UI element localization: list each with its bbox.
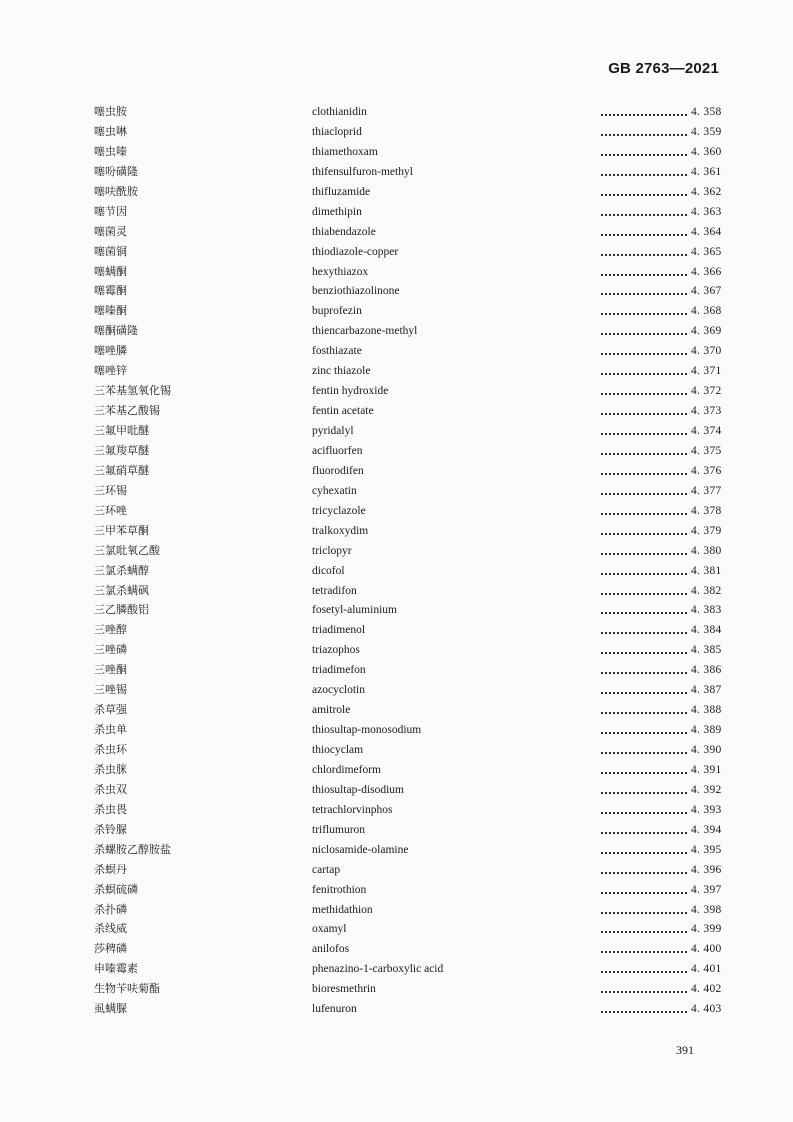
- index-entry: [94, 640, 724, 660]
- chinese-name: 噻节因: [94, 204, 127, 218]
- section-reference: 4. 393: [691, 803, 722, 816]
- english-name: thiamethoxam: [312, 145, 378, 158]
- index-entry: [94, 780, 724, 800]
- index-entry: [94, 541, 724, 561]
- dot-leader: [601, 812, 687, 814]
- dot-leader: [601, 792, 687, 794]
- english-name: tricyclazole: [312, 504, 366, 517]
- dot-leader: [601, 991, 687, 993]
- chinese-name: 杀螺胺乙醇胺盐: [94, 842, 171, 856]
- chinese-name: 噻螨酮: [94, 264, 127, 278]
- dot-leader: [601, 732, 687, 734]
- section-reference: 4. 360: [691, 145, 722, 158]
- chinese-name: 杀线威: [94, 922, 127, 936]
- section-reference: 4. 389: [691, 724, 722, 737]
- index-entry: [94, 142, 724, 162]
- chinese-name: 杀螟硫磷: [94, 882, 138, 896]
- english-name: azocyclotin: [312, 684, 366, 697]
- chinese-name: 噻虫啉: [94, 124, 127, 138]
- english-name: pyridalyl: [312, 425, 354, 437]
- index-entry: [94, 959, 724, 979]
- chinese-name: 三氯杀螨醇: [94, 563, 149, 577]
- index-entry: [94, 182, 724, 202]
- english-name: amitrole: [312, 704, 351, 717]
- index-entry: [94, 561, 724, 581]
- english-name: cartap: [312, 863, 341, 876]
- dot-leader: [601, 413, 687, 415]
- chinese-name: 杀虫双: [94, 782, 127, 796]
- english-name: oxamyl: [312, 923, 347, 936]
- dot-leader: [601, 134, 687, 136]
- chinese-name: 噻唑锌: [94, 364, 127, 378]
- dot-leader: [601, 553, 687, 555]
- section-reference: 4. 361: [691, 165, 722, 178]
- section-reference: 4. 367: [691, 285, 722, 298]
- index-list: [94, 102, 724, 1019]
- index-entry: [94, 381, 724, 401]
- index-entry: [94, 401, 724, 421]
- index-entry: [94, 361, 724, 381]
- section-reference: 4. 381: [691, 564, 722, 577]
- section-reference: 4. 363: [691, 205, 722, 218]
- english-name: triadimenol: [312, 624, 366, 637]
- section-reference: 4. 387: [691, 684, 722, 697]
- index-entry: [94, 421, 724, 441]
- index-entry: [94, 760, 724, 780]
- english-name: buprofezin: [312, 305, 362, 318]
- dot-leader: [601, 593, 687, 595]
- english-name: bioresmethrin: [312, 983, 376, 996]
- chinese-name: 虱螨脲: [94, 1002, 127, 1016]
- chinese-name: 噻酮磺隆: [94, 324, 138, 338]
- section-reference: 4. 372: [691, 385, 722, 398]
- dot-leader: [601, 852, 687, 854]
- index-entry: [94, 242, 724, 262]
- english-name: benziothiazolinone: [312, 285, 400, 298]
- english-name: acifluorfen: [312, 444, 363, 457]
- index-entry: [94, 740, 724, 760]
- section-reference: 4. 394: [691, 823, 722, 836]
- dot-leader: [601, 672, 687, 674]
- dot-leader: [601, 892, 687, 894]
- section-reference: 4. 401: [691, 963, 722, 976]
- dot-leader: [601, 1011, 687, 1013]
- section-reference: 4. 373: [691, 405, 722, 418]
- chinese-name: 噻嗪酮: [94, 304, 127, 318]
- english-name: fosthiazate: [312, 345, 362, 358]
- index-entry: [94, 281, 724, 301]
- section-reference: 4. 400: [691, 943, 722, 956]
- chinese-name: 杀螟丹: [94, 862, 127, 876]
- english-name: niclosamide-olamine: [312, 843, 409, 856]
- section-reference: 4. 359: [691, 125, 722, 138]
- chinese-name: 噻虫嗪: [94, 144, 127, 158]
- dot-leader: [601, 573, 687, 575]
- index-entry: [94, 860, 724, 880]
- dot-leader: [601, 293, 687, 295]
- chinese-name: 三乙膦酸铝: [94, 603, 149, 617]
- chinese-name: 三唑醇: [94, 623, 127, 637]
- english-name: triclopyr: [312, 544, 352, 557]
- chinese-name: 三氟甲吡醚: [94, 424, 149, 437]
- english-name: fentin hydroxide: [312, 385, 389, 398]
- index-entry: [94, 999, 724, 1019]
- index-entry: [94, 481, 724, 501]
- chinese-name: 杀虫畏: [94, 802, 127, 816]
- chinese-name: 三氟羧草醚: [94, 443, 149, 457]
- english-name: thiocyclam: [312, 744, 364, 756]
- dot-leader: [601, 154, 687, 156]
- index-entry: [94, 840, 724, 860]
- section-reference: 4. 362: [691, 185, 722, 198]
- dot-leader: [601, 752, 687, 754]
- english-name: fosetyl-aluminium: [312, 604, 397, 617]
- english-name: clothianidin: [312, 106, 367, 118]
- chinese-name: 杀铃脲: [94, 822, 127, 836]
- section-reference: 4. 369: [691, 325, 722, 338]
- english-name: tetrachlorvinphos: [312, 803, 393, 816]
- english-name: lufenuron: [312, 1003, 357, 1016]
- index-entry: [94, 581, 724, 601]
- chinese-name: 噻吩磺隆: [94, 164, 138, 178]
- section-reference: 4. 383: [691, 604, 722, 617]
- chinese-name: 三甲苯草酮: [94, 523, 149, 537]
- dot-leader: [601, 114, 687, 116]
- section-reference: 4. 385: [691, 644, 722, 657]
- index-entry: [94, 461, 724, 481]
- english-name: chlordimeform: [312, 763, 381, 776]
- english-name: methidathion: [312, 903, 373, 916]
- chinese-name: 杀虫环: [94, 743, 127, 756]
- index-entry: [94, 222, 724, 242]
- index-entry: [94, 700, 724, 720]
- english-name: fluorodifen: [312, 464, 364, 477]
- index-entry: [94, 162, 724, 182]
- dot-leader: [601, 931, 687, 933]
- dot-leader: [601, 513, 687, 515]
- chinese-name: 噻唑膦: [94, 344, 127, 358]
- dot-leader: [601, 473, 687, 475]
- english-name: dimethipin: [312, 205, 362, 218]
- index-entry: [94, 262, 724, 282]
- english-name: fentin acetate: [312, 405, 374, 418]
- english-name: cyhexatin: [312, 484, 357, 497]
- english-name: thiencarbazone-methyl: [312, 325, 418, 338]
- section-reference: 4. 388: [691, 704, 722, 717]
- index-entry: [94, 820, 724, 840]
- chinese-name: 生物苄呋菊酯: [94, 982, 160, 996]
- dot-leader: [601, 373, 687, 375]
- section-reference: 4. 370: [691, 345, 722, 358]
- section-reference: 4. 366: [691, 265, 722, 278]
- chinese-name: 三唑磷: [94, 643, 127, 657]
- english-name: fenitrothion: [312, 883, 367, 896]
- chinese-name: 杀虫脒: [94, 762, 127, 776]
- chinese-name: 申嗪霉素: [94, 962, 138, 976]
- index-entry: [94, 521, 724, 541]
- english-name: triflumuron: [312, 823, 366, 836]
- index-entry: [94, 600, 724, 620]
- chinese-name: 三环锡: [94, 483, 127, 497]
- index-entry: [94, 939, 724, 959]
- section-reference: 4. 396: [691, 863, 722, 876]
- chinese-name: 三氟硝草醚: [94, 463, 149, 477]
- section-reference: 4. 365: [691, 245, 722, 258]
- dot-leader: [601, 612, 687, 614]
- chinese-name: 噻虫胺: [94, 105, 127, 118]
- section-reference: 4. 395: [691, 843, 722, 856]
- page-number: 391: [676, 1043, 694, 1057]
- index-entry: [94, 680, 724, 700]
- english-name: thifensulfuron-methyl: [312, 165, 413, 178]
- english-name: thiodiazole-copper: [312, 245, 399, 258]
- index-entry: [94, 501, 724, 521]
- english-name: thiosultap-monosodium: [312, 724, 422, 737]
- section-reference: 4. 384: [691, 624, 722, 637]
- chinese-name: 杀草强: [94, 703, 127, 717]
- dot-leader: [601, 493, 687, 495]
- dot-leader: [601, 214, 687, 216]
- section-reference: 4. 397: [691, 883, 722, 896]
- dot-leader: [601, 832, 687, 834]
- dot-leader: [601, 313, 687, 315]
- chinese-name: 三唑酮: [94, 663, 127, 677]
- section-reference: 4. 402: [691, 983, 722, 996]
- english-name: tralkoxydim: [312, 524, 369, 537]
- dot-leader: [601, 533, 687, 535]
- section-reference: 4. 371: [691, 365, 722, 378]
- section-reference: 4. 399: [691, 923, 722, 936]
- section-reference: 4. 378: [691, 504, 722, 517]
- english-name: triazophos: [312, 644, 360, 657]
- english-name: thiabendazole: [312, 225, 376, 238]
- dot-leader: [601, 692, 687, 694]
- index-entry: [94, 979, 724, 999]
- dot-leader: [601, 234, 687, 236]
- chinese-name: 噻霉酮: [94, 284, 127, 298]
- english-name: phenazino-1-carboxylic acid: [312, 963, 444, 976]
- section-reference: 4. 398: [691, 903, 722, 916]
- section-reference: 4. 377: [691, 484, 722, 497]
- index-entry: [94, 301, 724, 321]
- dot-leader: [601, 453, 687, 455]
- chinese-name: 噻呋酰胺: [94, 184, 138, 198]
- dot-leader: [601, 652, 687, 654]
- english-name: hexythiazox: [312, 265, 369, 278]
- section-reference: 4. 390: [691, 744, 722, 756]
- section-reference: 4. 380: [691, 544, 722, 557]
- section-reference: 4. 392: [691, 783, 722, 796]
- dot-leader: [601, 194, 687, 196]
- dot-leader: [601, 274, 687, 276]
- section-reference: 4. 391: [691, 763, 722, 776]
- dot-leader: [601, 912, 687, 914]
- english-name: thiacloprid: [312, 125, 362, 138]
- english-name: anilofos: [312, 943, 350, 956]
- section-reference: 4. 364: [691, 225, 722, 238]
- section-reference: 4. 403: [691, 1003, 722, 1016]
- section-reference: 4. 386: [691, 664, 722, 677]
- chinese-name: 三苯基氢氧化锡: [94, 384, 171, 398]
- index-entry: [94, 321, 724, 341]
- index-entry: [94, 880, 724, 900]
- dot-leader: [601, 433, 687, 435]
- section-reference: 4. 375: [691, 444, 722, 457]
- chinese-name: 三氯杀螨砜: [94, 583, 149, 597]
- index-entry: [94, 900, 724, 920]
- english-name: thiosultap-disodium: [312, 783, 404, 796]
- index-entry: [94, 441, 724, 461]
- index-entry: [94, 122, 724, 142]
- section-reference: 4. 358: [691, 106, 722, 118]
- index-entry: [94, 620, 724, 640]
- index-entry: [94, 919, 724, 939]
- english-name: triadimefon: [312, 664, 366, 677]
- section-reference: 4. 382: [691, 584, 722, 597]
- index-entry: [94, 800, 724, 820]
- dot-leader: [601, 951, 687, 953]
- section-reference: 4. 374: [691, 425, 722, 437]
- index-entry: [94, 341, 724, 361]
- dot-leader: [601, 971, 687, 973]
- dot-leader: [601, 632, 687, 634]
- dot-leader: [601, 333, 687, 335]
- section-reference: 4. 368: [691, 305, 722, 318]
- english-name: tetradifon: [312, 584, 357, 597]
- dot-leader: [601, 254, 687, 256]
- chinese-name: 三唑锡: [94, 683, 127, 697]
- chinese-name: 三氯吡氧乙酸: [94, 543, 160, 557]
- index-entry: [94, 202, 724, 222]
- index-entry: [94, 102, 724, 122]
- dot-leader: [601, 353, 687, 355]
- chinese-name: 杀虫单: [94, 723, 127, 737]
- standard-code: GB 2763—2021: [608, 60, 719, 77]
- chinese-name: 杀扑磷: [94, 902, 127, 916]
- english-name: thifluzamide: [312, 185, 371, 198]
- dot-leader: [601, 712, 687, 714]
- dot-leader: [601, 872, 687, 874]
- english-name: dicofol: [312, 564, 345, 577]
- chinese-name: 噻菌铜: [94, 244, 127, 258]
- chinese-name: 三环唑: [94, 503, 127, 517]
- section-reference: 4. 379: [691, 524, 722, 537]
- chinese-name: 噻菌灵: [94, 224, 127, 238]
- dot-leader: [601, 772, 687, 774]
- chinese-name: 三苯基乙酸锡: [94, 404, 160, 418]
- chinese-name: 莎稗磷: [94, 942, 127, 956]
- dot-leader: [601, 393, 687, 395]
- dot-leader: [601, 174, 687, 176]
- english-name: zinc thiazole: [312, 365, 371, 378]
- index-entry: [94, 660, 724, 680]
- section-reference: 4. 376: [691, 464, 722, 477]
- index-entry: [94, 720, 724, 740]
